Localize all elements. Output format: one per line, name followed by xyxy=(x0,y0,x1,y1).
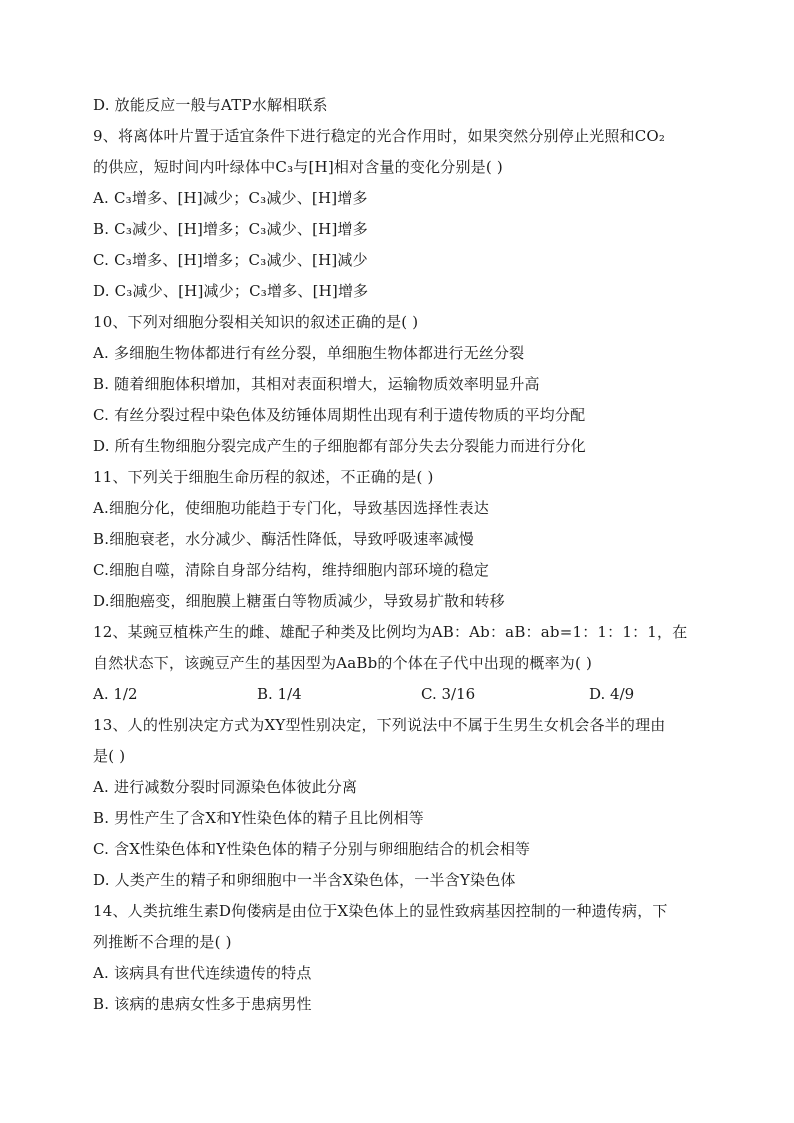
question-9-stem: 9、将离体叶片置于适宜条件下进行稳定的光合作用时，如果突然分别停止光照和CO₂ xyxy=(93,127,666,145)
question-10-option-a: A. 多细胞生物体都进行有丝分裂，单细胞生物体都进行无丝分裂 xyxy=(93,344,525,362)
question-13-stem-cont: 是( ) xyxy=(93,747,126,765)
question-10-option-b: B. 随着细胞体积增加，其相对表面积增大，运输物质效率明显升高 xyxy=(93,375,540,393)
question-11-option-a: A.细胞分化，使细胞功能趋于专门化，导致基因选择性表达 xyxy=(93,499,490,517)
question-12-options xyxy=(93,679,713,710)
question-11-stem: 11、下列关于细胞生命历程的叙述，不正确的是( ) xyxy=(93,468,434,486)
question-11-option-b: B.细胞衰老，水分减少、酶活性降低，导致呼吸速率减慢 xyxy=(93,530,474,548)
question-13-option-a: A. 进行减数分裂时同源染色体彼此分离 xyxy=(93,778,358,796)
question-14-stem-cont: 列推断不合理的是( ) xyxy=(93,933,232,951)
question-13-option-d: D. 人类产生的精子和卵细胞中一半含X染色体，一半含Y染色体 xyxy=(93,871,516,889)
question-12-stem-cont: 自然状态下，该豌豆产生的基因型为AaBb的个体在子代中出现的概率为( ) xyxy=(93,654,593,672)
question-10-option-d: D. 所有生物细胞分裂完成产生的子细胞都有部分失去分裂能力而进行分化 xyxy=(93,437,586,455)
question-13-option-c: C. 含X性染色体和Y性染色体的精子分别与卵细胞结合的机会相等 xyxy=(93,840,531,858)
question-13-stem: 13、人的性别决定方式为XY型性别决定，下列说法中不属于生男生女机会各半的理由 xyxy=(93,716,666,734)
question-12-option-d: D. 4/9 xyxy=(589,685,635,703)
question-10-stem: 10、下列对细胞分裂相关知识的叙述正确的是( ) xyxy=(93,313,419,331)
question-12-option-c: C. 3/16 xyxy=(421,685,476,703)
question-content xyxy=(93,90,713,1020)
question-12-option-a: A. 1/2 xyxy=(93,685,138,703)
question-12-stem: 12、某豌豆植株产生的雌、雄配子种类及比例均为AB：Ab：aB：ab=1：1：1：1，在 xyxy=(93,623,688,641)
question-11-option-d: D.细胞癌变，细胞膜上糖蛋白等物质减少，导致易扩散和转移 xyxy=(93,592,505,610)
question-10-option-c: C. 有丝分裂过程中染色体及纺锤体周期性出现有利于遗传物质的平均分配 xyxy=(93,406,586,424)
question-9-option-b: B. C₃减少、[H]增多；C₃减少、[H]增多 xyxy=(93,220,368,238)
question-9-option-c: C. C₃增多、[H]增多；C₃减少、[H]减少 xyxy=(93,251,368,269)
question-9-stem-cont: 的供应，短时间内叶绿体中C₃与[H]相对含量的变化分别是( ) xyxy=(93,158,503,176)
question-11-option-c: C.细胞自噬，清除自身部分结构，维持细胞内部环境的稳定 xyxy=(93,561,490,579)
question-12-option-b: B. 1/4 xyxy=(257,685,302,703)
question-14-option-a: A. 该病具有世代连续遗传的特点 xyxy=(93,964,312,982)
question-9-option-d: D. C₃减少、[H]减少；C₃增多、[H]增多 xyxy=(93,282,369,300)
question-14-option-b: B. 该病的患病女性多于患病男性 xyxy=(93,995,312,1013)
question-13-option-b: B. 男性产生了含X和Y性染色体的精子且比例相等 xyxy=(93,809,424,827)
question-14-stem: 14、人类抗维生素D佝偻病是由位于X染色体上的显性致病基因控制的一种遗传病，下 xyxy=(93,902,668,920)
text-line: D. 放能反应一般与ATP水解相联系 xyxy=(93,96,328,114)
question-9-option-a: A. C₃增多、[H]减少；C₃减少、[H]增多 xyxy=(93,189,368,207)
